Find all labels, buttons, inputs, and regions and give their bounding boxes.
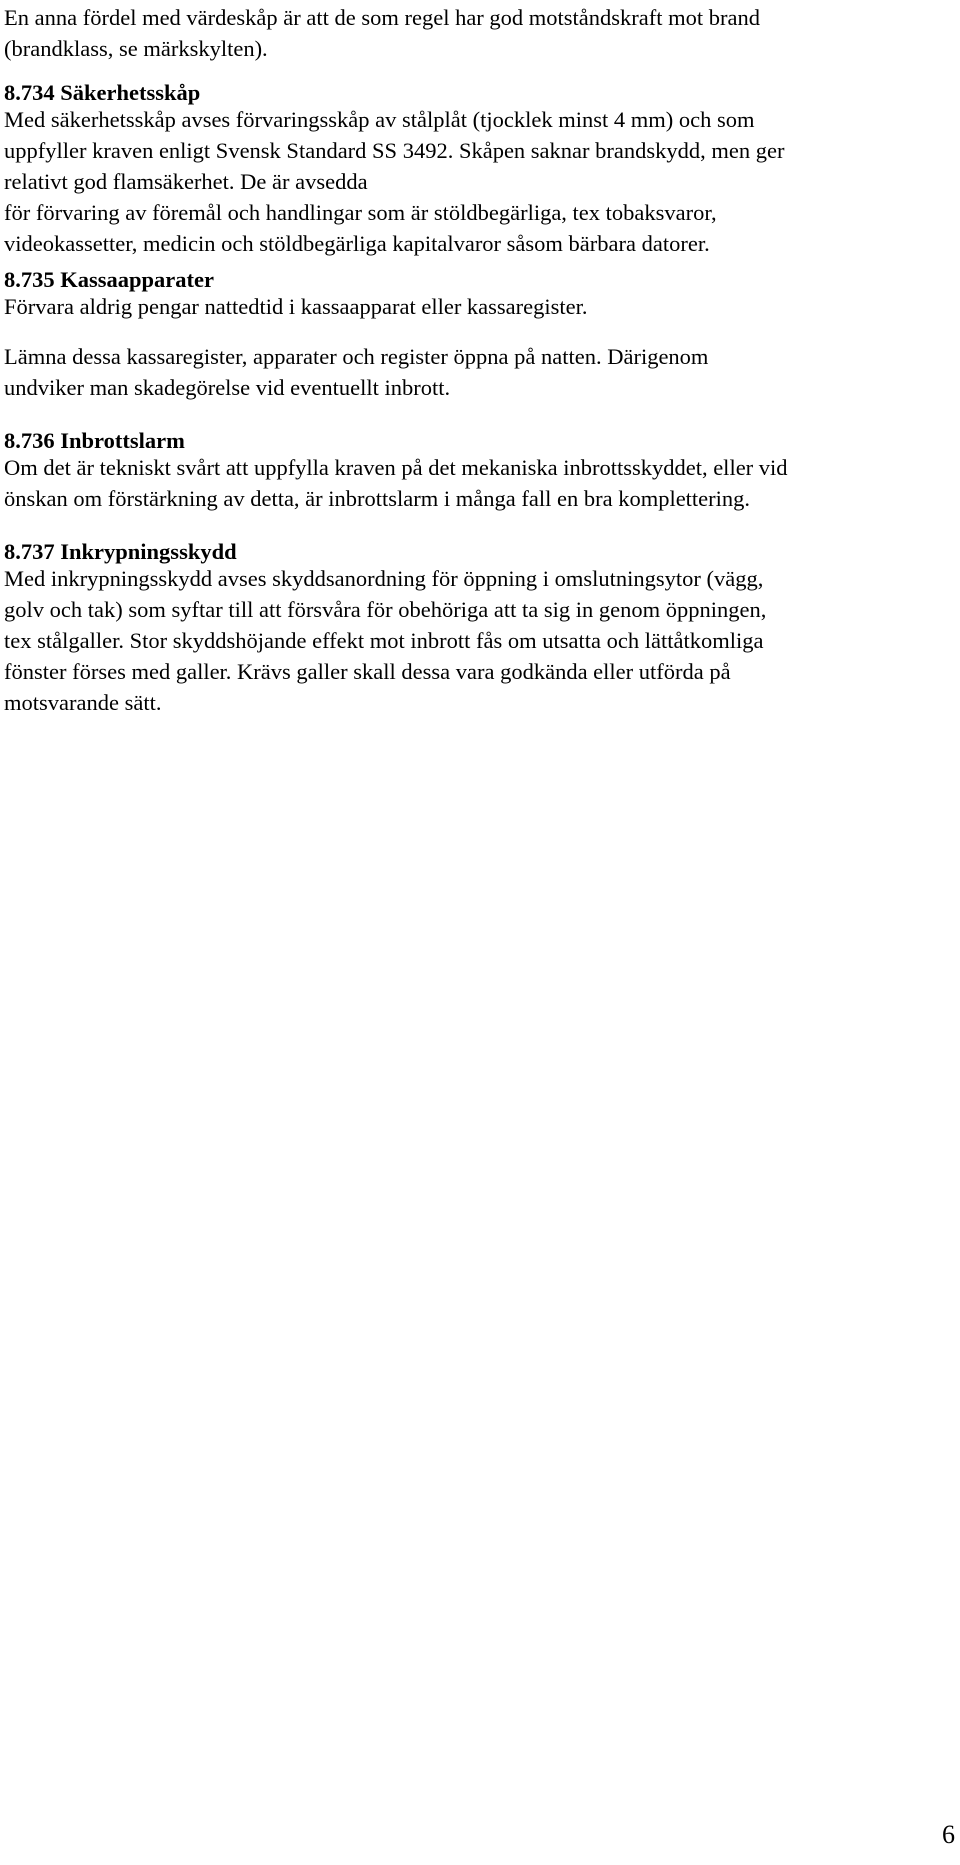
section-heading-sakerhetsskap: 8.734 Säkerhetsskåp: [4, 80, 201, 105]
intro-paragraph: En anna fördel med värdeskåp är att de som regel har god motståndskraft mot brand (brandklass, se märkskylten).: [4, 5, 761, 61]
section-paragraph-inbrottslarm: Om det är tekniskt svårt att uppfylla kraven på det mekaniska inbrottsskyddet, eller vid önskan om förstärkning av detta, är inbrottslarm i många fall en bra komplettering.: [4, 455, 788, 511]
section-heading-inbrottslarm: 8.736 Inbrottslarm: [4, 428, 185, 453]
section-paragraph-inkrypningsskydd: Med inkrypningsskydd avses skyddsanordning för öppning i omslutningsytor (vägg, golv och tak) som syftar till att försvåra för obehöriga att ta sig in genom öppningen, tex stålgaller. Stor skyddshöjande effekt mot inbrott fås om utsatta och lättåtkomliga fönster förses med galler. Krävs galler skall dessa vara godkända eller utförda på motsvarande sätt.: [4, 566, 767, 715]
section-heading-kassaapparater: 8.735 Kassaapparater: [4, 267, 214, 292]
section-heading-inkrypningsskydd: 8.737 Inkrypningsskydd: [4, 539, 237, 564]
page-number: 6: [942, 1820, 955, 1849]
section-paragraph-kassaapparater-2: Lämna dessa kassaregister, apparater och register öppna på natten. Därigenom undviker man skadegörelse vid eventuellt inbrott.: [4, 344, 709, 400]
section-paragraph-sakerhetsskap: Med säkerhetsskåp avses förvaringsskåp av stålplåt (tjocklek minst 4 mm) och som uppfyller kraven enligt Svensk Standard SS 3492. Skåpen saknar brandskydd, men ger relativt god flamsäkerhet. De är avsedda för förvaring av föremål och handlingar som är stöldbegärliga, tex tobaksvaror, videokassetter, medicin och stöldbegärliga kapitalvaror såsom bärbara datorer.: [4, 107, 785, 256]
section-paragraph-kassaapparater-1: Förvara aldrig pengar nattedtid i kassaapparat eller kassaregister.: [4, 294, 588, 319]
